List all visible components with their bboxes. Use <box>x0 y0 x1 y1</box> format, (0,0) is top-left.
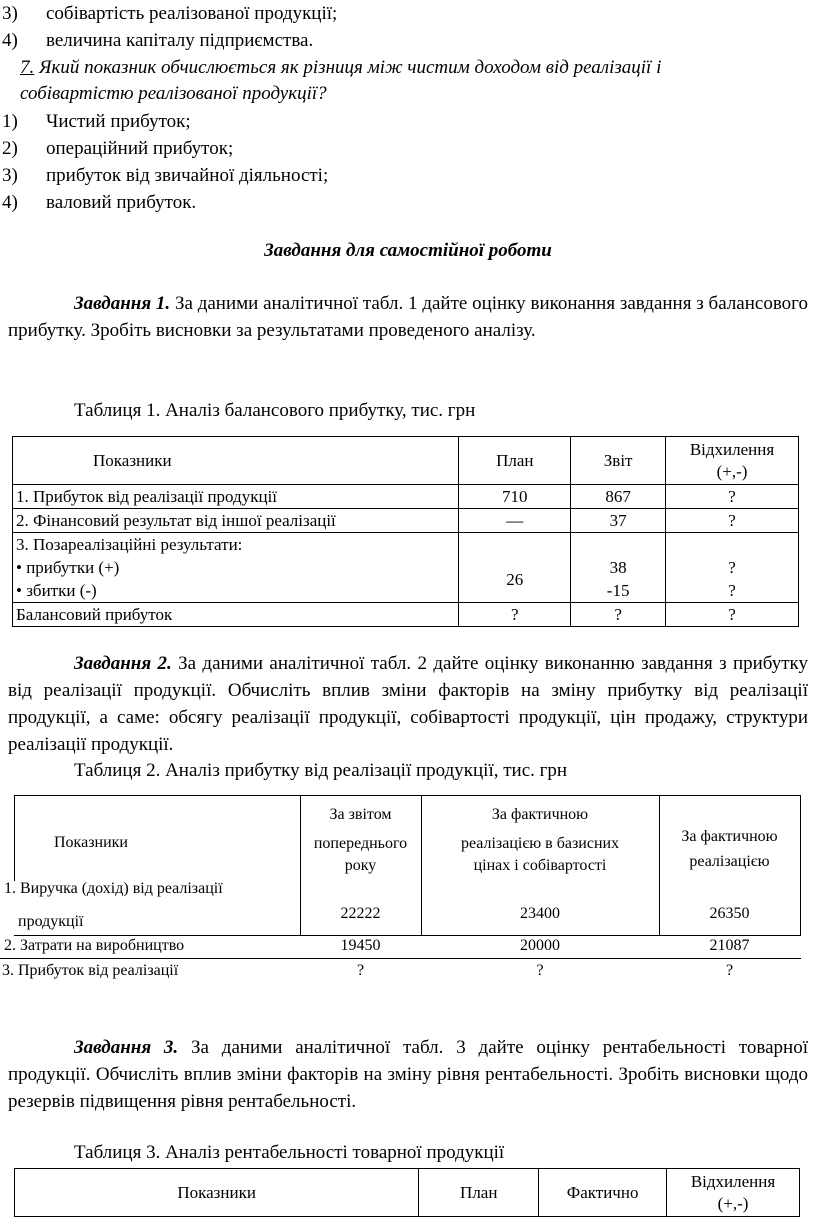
question-7-continued: собівартістю реалізованої продукції? <box>20 83 327 104</box>
table-3-caption: Таблиця 3. Аналіз рентабельності товарної продукції <box>74 1142 505 1163</box>
table-row: Балансовий прибуток ? ? ? <box>13 603 799 627</box>
table-3 <box>14 1168 800 1217</box>
row-label: 3. Прибуток від реалізації <box>2 962 179 979</box>
header-indicators: Показники <box>15 1169 419 1217</box>
table-border <box>14 935 801 936</box>
table-cell: ? <box>536 962 544 979</box>
table-cell: ? <box>725 962 734 979</box>
list-item: 3) собівартість реалізованої продукції; <box>2 3 338 24</box>
table-cell: 19450 <box>340 937 381 954</box>
header-actual-base-prices: За фактичною реалізацією в базисних цінах і собівартості <box>460 806 620 874</box>
task-2-paragraph: Завдання 2. За даними аналітичної табл. 2 дайте оцінку виконанню завдання з прибутку від реалізації продукції. Обчисліть вплив зміни факторів на зміну прибутку від реалізації продукції, а саме: обсягу реалізації продукції, собівартості продукції, цін продажу, структури реалізації продукції. <box>8 653 809 755</box>
table-row: 3. Позареалізаційні результати: • прибутки (+) • збитки (-) 26 38 -15 ? ? <box>13 533 799 603</box>
table-cell: 22222 <box>340 905 381 922</box>
row-label: продукції <box>18 913 84 930</box>
option-item: 3) прибуток від звичайної діяльності; <box>2 165 329 186</box>
header-report: Звіт <box>571 437 666 485</box>
header-deviation: Відхилення (+,-) <box>666 437 799 485</box>
header-indicators: Показники <box>54 834 128 851</box>
table-row: 1. Прибуток від реалізації продукції 710 867 ? <box>13 485 799 509</box>
row-label: 2. Затрати на виробництво <box>4 937 185 954</box>
row-label: 1. Виручка (дохід) від реалізації <box>4 880 223 897</box>
header-actual: За фактичною реалізацією <box>681 828 778 870</box>
table-row: 2. Фінансовий результат від іншої реалізації — 37 ? <box>13 509 799 533</box>
table-1-caption: Таблиця 1. Аналіз балансового прибутку, тис. грн <box>74 400 476 421</box>
table-2-caption: Таблиця 2. Аналіз прибутку від реалізації продукції, тис. грн <box>74 760 568 781</box>
table-cell: 21087 <box>709 937 750 954</box>
table-cell: ? <box>356 962 365 979</box>
table-border <box>800 795 801 936</box>
header-plan: План <box>419 1169 539 1217</box>
question-7: 7. Який показник обчислюється як різниця між чистим доходом від реалізації і <box>20 57 662 78</box>
list-item: 4) величина капіталу підприємства. <box>2 30 314 51</box>
option-item: 4) валовий прибуток. <box>2 192 197 213</box>
header-deviation: Відхилення (+,-) <box>667 1169 800 1217</box>
table-cell: 20000 <box>520 937 560 954</box>
header-indicators: Показники <box>13 437 459 485</box>
table-border <box>14 795 15 881</box>
table-1 <box>12 436 799 627</box>
table-cell: 23400 <box>520 905 560 922</box>
option-item: 1) Чистий прибуток; <box>2 111 191 132</box>
table-border <box>0 958 801 959</box>
header-actual: Фактично <box>539 1169 667 1217</box>
header-plan: План <box>459 437 571 485</box>
header-previous-year: За звітом попереднього року <box>313 806 408 874</box>
option-item: 2) операційний прибуток; <box>2 138 234 159</box>
section-title: Завдання для самостійної роботи <box>264 240 552 261</box>
table-border <box>14 795 801 796</box>
table-cell: 26350 <box>709 905 750 922</box>
task-3-paragraph: Завдання 3. За даними аналітичної табл. 3 дайте оцінку рентабельності товарної продукції. Обчисліть вплив зміни факторів на зміну рівня рентабельності. Зробіть висновки щодо резервів підвищення рівня рентабельності. <box>8 1037 808 1112</box>
task-1-paragraph: Завдання 1. За даними аналітичної табл. 1 дайте оцінку виконання завдання з балансового прибутку. Зробіть висновки за результатами проведеного аналізу. <box>8 293 808 341</box>
